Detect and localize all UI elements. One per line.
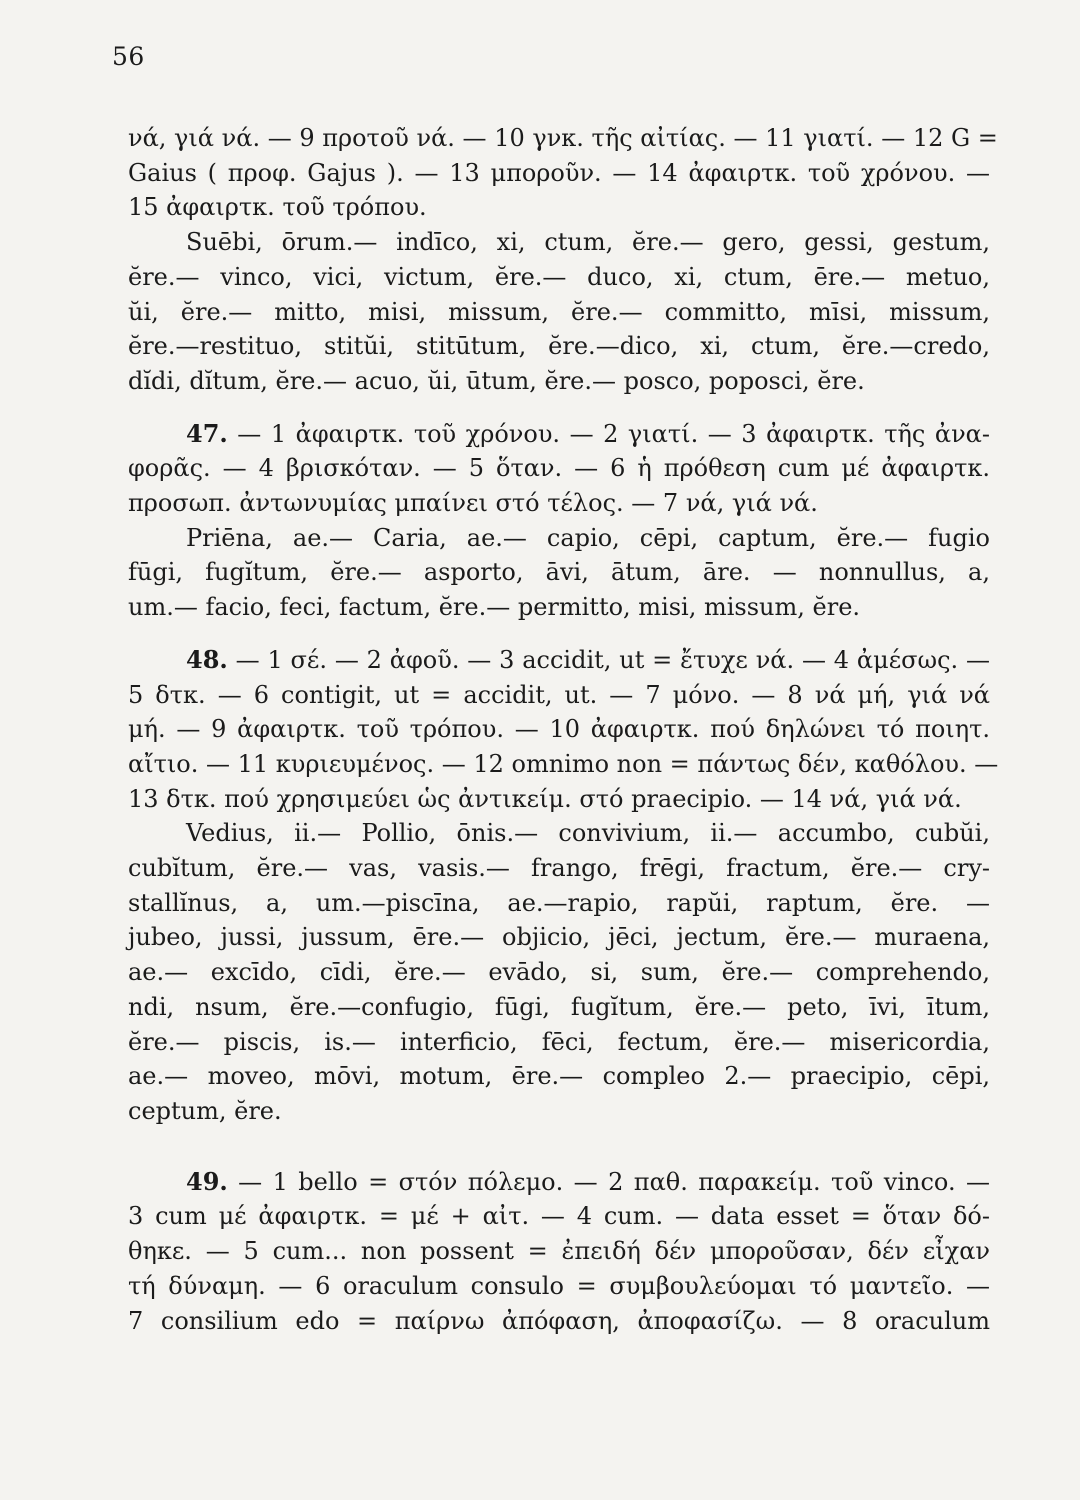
text-line: 15 ἀφαιρτκ. τοῦ τρόπου. [128, 193, 427, 222]
text-line: ĕre.— piscis, is.— interficio, fēci, fectum, ĕre.— misericordia, [128, 1027, 990, 1056]
vocabulary-paragraph [128, 816, 990, 1128]
text-line: ŭi, ĕre.— mitto, misi, missum, ĕre.— committo, mīsi, missum, [128, 297, 990, 326]
notes-paragraph-49 [128, 1165, 990, 1339]
text-line: αἴτιο. — 11 κυριευμένος. — 12 omnimo non = πάντως δέν, καθόλου. — [128, 749, 999, 778]
text-line: ae.— moveo, mōvi, motum, ēre.— compleo 2.— praecipio, cēpi, [128, 1062, 990, 1091]
text-line: um.— facio, feci, factum, ĕre.— permitto, misi, missum, ĕre. [128, 593, 861, 622]
exercise-number: 47. [186, 418, 228, 448]
text-line: 7 consilium edo = παίρνω ἀπόφαση, ἀποφασίζω. — 8 oraculum [128, 1306, 990, 1335]
text-line: νά, γιά νά. — 9 προτοῦ νά. — 10 γνκ. τῆς αἰτίας. — 11 γιατί. — 12 G = [128, 124, 998, 152]
text-line: Suēbi, ōrum.— indīco, xi, ctum, ĕre.— gero, gessi, gestum, [186, 228, 990, 257]
notes-paragraph-48 [128, 643, 999, 817]
text-line: 5 δτκ. — 6 contigit, ut = accidit, ut. — 7 μόνο. — 8 νά μή, γιά νά [128, 680, 990, 709]
text-line: stallĭnus, a, um.—piscīna, ae.—rapio, rapŭi, raptum, ĕre. — [128, 888, 990, 917]
text-line: dĭdi, dĭtum, ĕre.— acuo, ŭi, ūtum, ĕre.— posco, poposci, ĕre. [128, 366, 865, 395]
text-line: ae.— excīdo, cīdi, ĕre.— evādo, si, sum, ĕre.— comprehendo, [128, 958, 990, 987]
text-line: φορᾶς. — 4 βρισκόταν. — 5 ὅταν. — 6 ἡ πρόθεση cum μέ ἀφαιρτκ. [128, 454, 990, 483]
text-line: ceptum, ĕre. [128, 1096, 282, 1125]
text-line: ĕre.—restituo, stitŭi, stitūtum, ĕre.—dico, xi, ctum, ĕre.—credo, [128, 332, 990, 361]
text-line: 13 δτκ. πού χρησιμεύει ὡς ἀντικείμ. στό praecipio. — 14 νά, γιά νά. [128, 784, 962, 813]
text-line: fūgi, fugĭtum, ĕre.— asporto, āvi, ātum, āre. — nonnullus, a, [128, 558, 990, 587]
notes-paragraph-47 [128, 417, 990, 521]
text-line [128, 1165, 990, 1200]
text-line-content: — 1 bello = στόν πόλεμο. — 2 παθ. παρακείμ. τοῦ vinco. — [227, 1167, 990, 1196]
text-line [128, 643, 990, 678]
notes-paragraph [128, 121, 998, 225]
text-line: Vedius, ii.— Pollio, ōnis.— convivium, ii.— accumbo, cubŭi, [186, 819, 990, 848]
vocabulary-paragraph [128, 521, 990, 625]
exercise-number: 49. [186, 1166, 228, 1196]
text-line-content: — 1 ἀφαιρτκ. τοῦ χρόνου. — 2 γιατί. — 3 ἀφαιρτκ. τῆς ἀνα- [227, 419, 990, 448]
text-line: προσωπ. ἀντωνυμίας μπαίνει στό τέλος. — 7 νά, γιά νά. [128, 489, 818, 518]
text-line: τή δύναμη. — 6 oraculum consulo = συμβουλεύομαι τό μαντεῖο. — [128, 1271, 990, 1300]
text-line: Gaius ( προφ. Gajus ). — 13 μποροῦν. — 14 ἀφαιρτκ. τοῦ χρόνου. — [128, 158, 990, 187]
text-line-content: — 1 σέ. — 2 ἀφοῦ. — 3 accidit, ut = ἔτυχε νά. — 4 ἀμέσως. — [227, 645, 990, 674]
page-number: 56 [112, 42, 145, 71]
text-line: ndi, nsum, ĕre.—confugio, fūgi, fugĭtum, ĕre.— peto, īvi, ītum, [128, 992, 990, 1021]
text-line: jubeo, jussi, jussum, ēre.— objicio, jēci, jectum, ĕre.— muraena, [128, 923, 990, 952]
text-line: 3 cum μέ ἀφαιρτκ. = μέ + αἰτ. — 4 cum. — data esset = ὅταν δό- [128, 1202, 990, 1231]
text-line: ĕre.— vinco, vici, victum, ĕre.— duco, xi, ctum, ēre.— metuo, [128, 262, 990, 291]
text-line: Priēna, ae.— Caria, ae.— capio, cēpi, captum, ĕre.— fugio [186, 523, 990, 552]
text-line: cubĭtum, ĕre.— vas, vasis.— frango, frēgi, fractum, ĕre.— cry- [128, 854, 990, 883]
vocabulary-paragraph [128, 225, 990, 399]
text-line: θηκε. — 5 cum... non possent = ἐπειδή δέν μποροῦσαν, δέν εἶχαν [128, 1237, 990, 1266]
exercise-number: 48. [186, 644, 228, 674]
text-line: μή. — 9 ἀφαιρτκ. τοῦ τρόπου. — 10 ἀφαιρτκ. πού δηλώνει τό ποιητ. [128, 715, 990, 744]
text-line [128, 417, 990, 452]
